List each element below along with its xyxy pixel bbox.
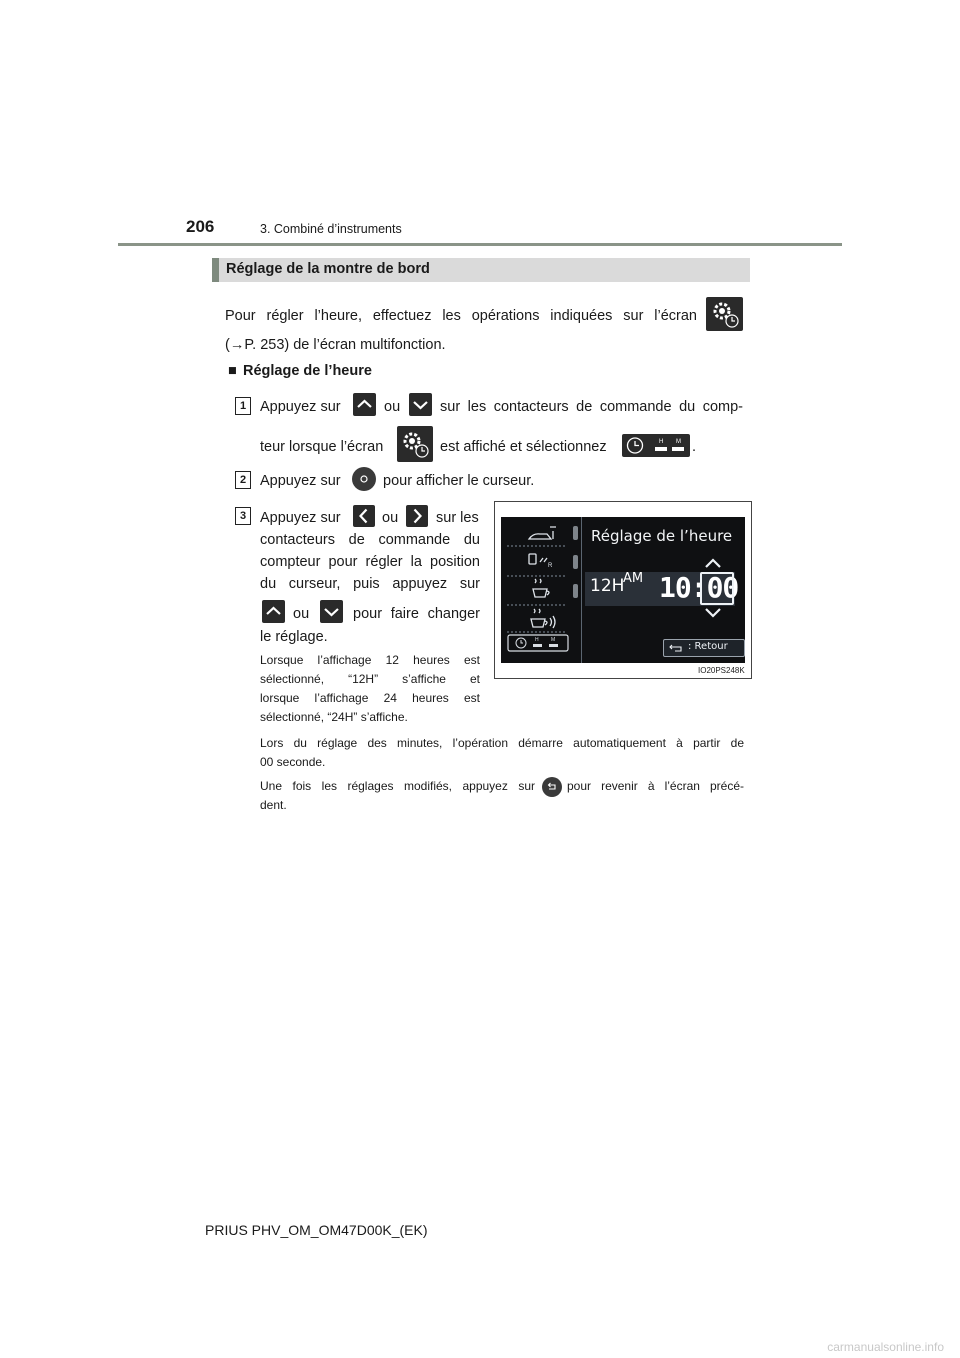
step1-text-d: teur lorsque l’écran xyxy=(260,439,384,455)
chevron-left-icon xyxy=(353,505,375,527)
multi-info-display xyxy=(501,517,745,663)
subsection-title: Réglage de l’heure xyxy=(243,363,372,379)
step-number-3: 3 xyxy=(235,507,251,525)
back-label: : Retour xyxy=(688,641,728,652)
step2-text-b: pour afficher le curseur. xyxy=(383,473,535,489)
time-value: 10:00 xyxy=(659,571,739,604)
back-hint xyxy=(663,639,745,657)
clock-hm-icon xyxy=(622,434,690,457)
chevron-up-icon xyxy=(353,393,376,416)
note2-line2: 00 seconde. xyxy=(260,755,326,769)
document-code: PRIUS PHV_OM_OM47D00K_(EK) xyxy=(205,1222,428,1238)
svg-text:R: R xyxy=(548,563,553,569)
chevron-right-icon xyxy=(406,505,428,527)
minute-cursor xyxy=(700,572,734,605)
gear-clock-icon xyxy=(706,297,743,331)
intro-line-2: (→P. 253) de l’écran multifonction. xyxy=(225,337,446,353)
note1-line2: sélectionné, “12H” s’affiche et xyxy=(260,672,480,686)
note1-line4: sélectionné, “24H” s’affiche. xyxy=(260,710,408,724)
note1-line3: lorsque l’affichage 24 heures est xyxy=(260,691,480,705)
step-number-2: 2 xyxy=(235,471,251,489)
menu-divider xyxy=(581,517,582,663)
step1-text-c: sur les contacteurs de commande du comp- xyxy=(440,399,743,415)
svg-text:M: M xyxy=(676,439,681,445)
header-divider xyxy=(118,243,842,246)
gear-clock-icon xyxy=(397,426,433,462)
note1-line1: Lorsque l’affichage 12 heures est xyxy=(260,653,480,667)
step1-text-f: . xyxy=(692,439,697,455)
chevron-down-icon xyxy=(704,606,722,624)
chapter-title: 3. Combiné d’instruments xyxy=(260,222,402,236)
step3-text-b: ou xyxy=(382,510,399,526)
chevron-up-icon xyxy=(262,600,285,623)
chevron-down-icon xyxy=(320,600,343,623)
note2-line1: Lors du réglage des minutes, l’opération démarre automatiquement à partir de xyxy=(260,736,744,750)
step1-text-e: est affiché et sélectionnez xyxy=(440,439,607,455)
svg-text:M: M xyxy=(551,637,556,643)
step3-text-h: pour faire changer xyxy=(353,606,480,622)
step3-text-e: compteur pour régler la position xyxy=(260,554,480,570)
screen-title: Réglage de l’heure xyxy=(591,527,733,545)
back-button-icon xyxy=(542,777,562,797)
settings-menu xyxy=(507,522,579,652)
step1-text-a: Appuyez sur xyxy=(260,399,341,415)
section-title: Réglage de la montre de bord xyxy=(226,261,430,277)
step1-text-b: ou xyxy=(384,399,401,415)
step3-text-d: contacteurs de commande du xyxy=(260,532,480,548)
step3-text-i: le réglage. xyxy=(260,629,328,645)
section-accent xyxy=(212,258,219,282)
note3-line1-a: Une fois les réglages modifiés, appuyez sur xyxy=(260,779,535,793)
step3-text-g: ou xyxy=(293,606,310,622)
svg-text:H: H xyxy=(659,439,664,445)
step2-text-a: Appuyez sur xyxy=(260,473,341,489)
chevron-down-icon xyxy=(409,393,432,416)
display-illustration xyxy=(494,501,752,679)
subsection-bullet: ■ xyxy=(228,363,237,379)
am-pm-indicator: AM xyxy=(623,571,644,586)
figure-caption: IO20PS248K xyxy=(698,666,745,675)
note3-line2: dent. xyxy=(260,798,287,812)
section-header xyxy=(212,258,750,282)
svg-text:H: H xyxy=(535,637,539,643)
time-format: 12H xyxy=(590,576,625,596)
watermark: carmanualsonline.info xyxy=(827,1340,944,1354)
note3-line1-b: pour revenir à l’écran précé- xyxy=(567,779,744,793)
step3-text-f: du curseur, puis appuyez sur xyxy=(260,576,480,592)
ok-button-icon xyxy=(352,467,376,491)
step3-text-c: sur les xyxy=(436,510,479,526)
intro-line-1: Pour régler l’heure, effectuez les opérations indiquées sur l’écran xyxy=(225,308,697,324)
step-number-1: 1 xyxy=(235,397,251,415)
page-number: 206 xyxy=(186,217,215,236)
chevron-up-icon xyxy=(704,556,722,574)
step3-text-a: Appuyez sur xyxy=(260,510,341,526)
